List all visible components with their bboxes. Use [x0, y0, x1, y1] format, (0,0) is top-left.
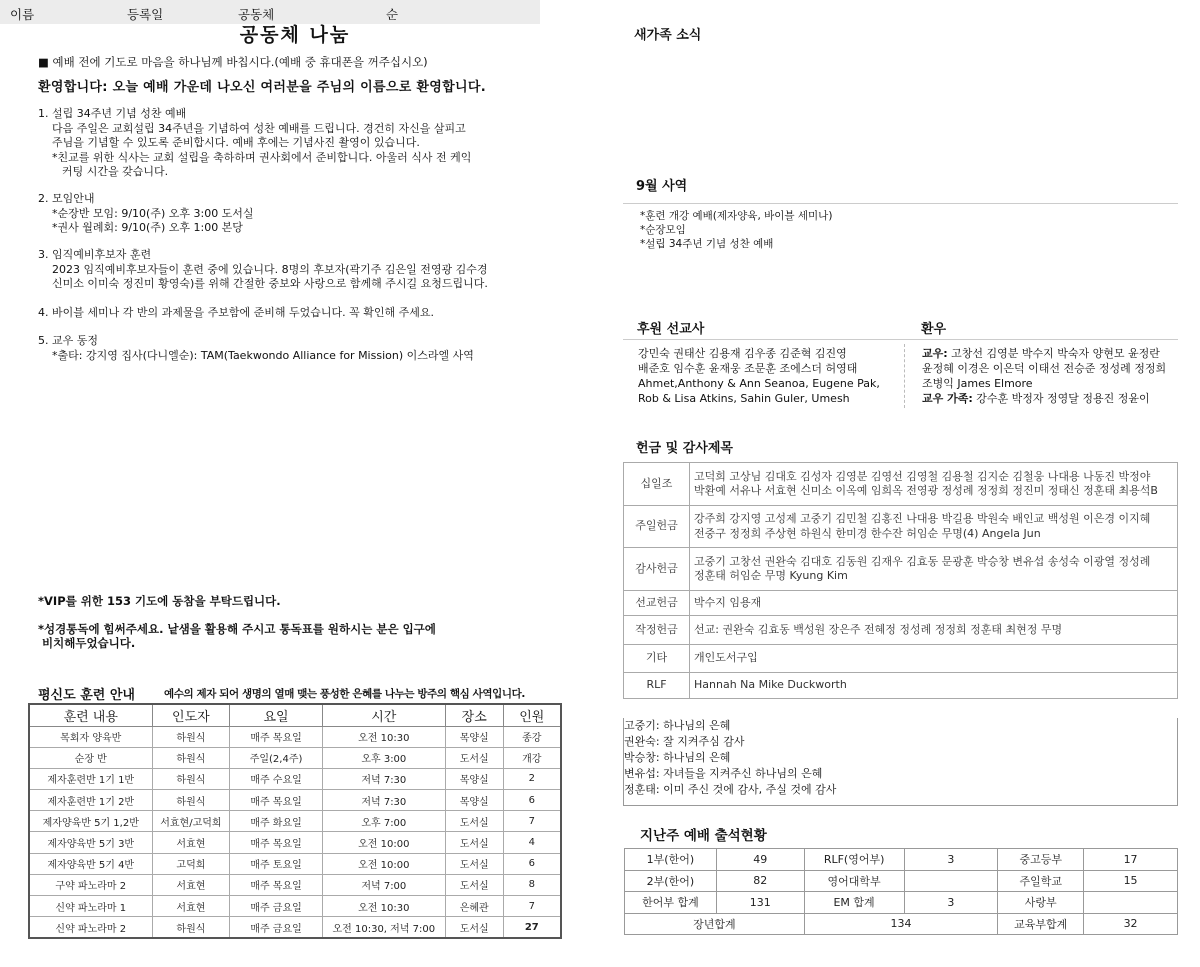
vip-prayer-note: *VIP를 위한 153 기도에 동참을 부탁드립니다. — [38, 594, 281, 608]
table-cell: RLF(영어부) — [804, 849, 904, 871]
missionaries-title: 후원 선교사 — [637, 322, 705, 337]
offering-label: 주일헌금 — [624, 506, 690, 548]
table-cell: 4 — [503, 832, 561, 853]
table-cell: 7 — [503, 896, 561, 917]
announcement-heading: 4. 바이블 세미나 각 반의 과제물을 주보함에 준비해 두었습니다. 꼭 확인해 주세요. — [38, 306, 434, 319]
announcement-officer-training — [38, 248, 488, 292]
table-row — [625, 870, 1178, 892]
table-cell: 목양실 — [445, 726, 503, 747]
table-cell: 고덕희 — [152, 853, 230, 874]
note-item: 정훈태: 이미 주신 것에 감사, 주실 것에 감사 — [624, 783, 837, 796]
table-cell: 매주 화요일 — [230, 811, 323, 832]
table-row-total — [625, 913, 1178, 935]
table-row — [29, 768, 561, 789]
table-cell: 주일(2,4주) — [230, 747, 323, 768]
table-cell: 개강 — [503, 747, 561, 768]
table-row — [624, 506, 1178, 548]
table-cell: 서효현 — [152, 832, 230, 853]
table-row — [624, 591, 1178, 616]
announcement-meetings — [38, 192, 254, 236]
table-cell: 매주 목요일 — [230, 790, 323, 811]
note-item: 변유섭: 자녀들을 지켜주신 하나님의 은혜 — [624, 767, 823, 780]
table-cell: 6 — [503, 790, 561, 811]
table-row — [625, 849, 1178, 871]
table-cell: 제자훈련반 1기 1반 — [29, 768, 152, 789]
divider — [623, 339, 1178, 340]
table-cell: 하원식 — [152, 768, 230, 789]
offering-label: 감사헌금 — [624, 548, 690, 591]
announcement-heading: 1. 설립 34주년 기념 성찬 예배 — [38, 107, 187, 120]
attendance-title: 지난주 예배 출석현황 — [640, 828, 767, 844]
table-cell: 6 — [503, 853, 561, 874]
table-cell: 27 — [503, 917, 561, 938]
table-cell: 1부(한어) — [625, 849, 717, 871]
table-cell: 오후 7:00 — [322, 811, 445, 832]
offering-names: 강주희 강지영 고성제 고중기 김민철 김홍진 나대용 박길용 박원숙 배인교 백성원 이은경 이지혜 전중구 정정희 주상현 하원식 한미경 한수잔 허임순 무명(4) Angela Jun — [690, 506, 1178, 548]
table-row — [29, 853, 561, 874]
table-cell: 도서실 — [445, 832, 503, 853]
training-title: 평신도 훈련 안내 — [38, 688, 135, 703]
table-cell — [904, 870, 998, 892]
table-row — [29, 874, 561, 895]
table-header-row — [29, 704, 561, 726]
table-cell: 49 — [716, 849, 804, 871]
announcement-heading: 3. 임직예비후보자 훈련 — [38, 248, 152, 261]
table-cell: 제자양육반 5기 1,2반 — [29, 811, 152, 832]
page-title: 공동체 나눔 — [239, 24, 351, 46]
worship-notice: ■ 예배 전에 기도로 마음을 하나님께 바칩시다.(예배 중 휴대폰을 꺼주십시오) — [38, 55, 428, 69]
announcement-line: *순장반 모임: 9/10(주) 오후 3:00 도서실 — [52, 206, 254, 220]
table-row — [624, 548, 1178, 591]
table-cell: 15 — [1084, 870, 1178, 892]
table-cell: 도서실 — [445, 853, 503, 874]
column-header: 순 — [386, 7, 399, 22]
table-row — [624, 673, 1178, 699]
table-cell: 매주 토요일 — [230, 853, 323, 874]
table-cell: 도서실 — [445, 747, 503, 768]
offering-table — [623, 462, 1178, 699]
table-row — [29, 811, 561, 832]
announcement-line: 신미소 이미숙 정진미 황영숙)를 위해 간절한 중보와 사랑으로 함께해 주시길 요청드립니다. — [52, 277, 488, 290]
table-cell: 사랑부 — [998, 892, 1084, 914]
offering-label: 십일조 — [624, 463, 690, 506]
table-cell: 목양실 — [445, 790, 503, 811]
note-item: 박승창: 하나님의 은혜 — [624, 751, 731, 764]
table-row — [624, 645, 1178, 673]
offering-names: Hannah Na Mike Duckworth — [690, 673, 1178, 699]
sick-title: 환우 — [921, 322, 947, 337]
column-header: 장소 — [445, 704, 503, 726]
announcement-line: *친교를 위한 식사는 교회 설립을 축하하며 권사회에서 준비합니다. 아울러 식사 전 케익 — [52, 150, 472, 164]
offering-label: RLF — [624, 673, 690, 699]
table-cell: 저녁 7:00 — [322, 874, 445, 895]
table-cell: 제자훈련반 1기 2반 — [29, 790, 152, 811]
table-cell: 하원식 — [152, 917, 230, 938]
table-row — [29, 726, 561, 747]
table-cell: 목회자 양육반 — [29, 726, 152, 747]
table-cell: 오전 10:30, 저녁 7:00 — [322, 917, 445, 938]
announcement-heading: 2. 모임안내 — [38, 192, 95, 205]
offering-names: 박수지 임용재 — [690, 591, 1178, 616]
announcement-heading: 5. 교우 동정 — [38, 334, 98, 347]
announcement-bible-seminar — [38, 306, 434, 321]
table-cell: 3 — [904, 849, 998, 871]
table-cell: 매주 목요일 — [230, 832, 323, 853]
table-cell: 순장 반 — [29, 747, 152, 768]
column-header: 인원 — [503, 704, 561, 726]
table-cell: 구약 파노라마 2 — [29, 874, 152, 895]
table-cell: 매주 금요일 — [230, 917, 323, 938]
table-cell: 도서실 — [445, 811, 503, 832]
table-cell: 도서실 — [445, 917, 503, 938]
table-cell: 오전 10:30 — [322, 896, 445, 917]
table-cell: 하원식 — [152, 747, 230, 768]
bible-reading-note: *성경통독에 힘써주세요. 낱샘을 활용해 주시고 통독표를 원하시는 분은 입구에 비치해두었습니다. — [38, 622, 436, 650]
column-header: 인도자 — [152, 704, 230, 726]
table-cell: 서효현 — [152, 896, 230, 917]
training-subtitle: 예수의 제자 되어 생명의 열매 맺는 풍성한 은혜를 나누는 방주의 핵심 사역입니다. — [164, 688, 525, 700]
table-cell: 주일학교 — [998, 870, 1084, 892]
table-cell: 신약 파노라마 1 — [29, 896, 152, 917]
table-row — [29, 832, 561, 853]
table-cell: 하원식 — [152, 726, 230, 747]
announcement-line: 다음 주일은 교회설립 34주년을 기념하여 성찬 예배를 드립니다. 경건히 자신을 살피고 — [52, 121, 466, 135]
sick-list: 교우: 고창선 김영분 박수지 박숙자 양현모 윤정란 윤정혜 이경은 이은덕 이태선 전승준 정성례 정정희 조병익 James Elmore 교우 가족: 강수훈 박정자 정영달 정용진 정윤이 — [922, 347, 1167, 405]
divider — [623, 203, 1178, 204]
column-header: 공동체 — [238, 7, 275, 22]
table-row — [29, 747, 561, 768]
table-cell: 매주 목요일 — [230, 726, 323, 747]
table-cell: 3 — [904, 892, 998, 914]
table-cell: 매주 목요일 — [230, 874, 323, 895]
table-cell: EM 합계 — [804, 892, 904, 914]
september-list — [640, 209, 832, 251]
table-row — [29, 790, 561, 811]
column-header: 훈련 내용 — [29, 704, 152, 726]
table-cell: 제자양육반 5기 4반 — [29, 853, 152, 874]
list-item: *설립 34주년 기념 성찬 예배 — [640, 238, 774, 250]
offering-names: 개인도서구입 — [690, 645, 1178, 673]
table-row — [625, 892, 1178, 914]
table-cell: 종강 — [503, 726, 561, 747]
column-header: 시간 — [322, 704, 445, 726]
column-header: 등록일 — [127, 7, 164, 22]
attendance-table — [624, 848, 1178, 935]
list-item: *순장모임 — [640, 224, 686, 236]
table-cell: 131 — [716, 892, 804, 914]
table-cell: 장년합계 — [625, 913, 805, 935]
table-cell: 저녁 7:30 — [322, 790, 445, 811]
table-cell: 도서실 — [445, 874, 503, 895]
table-cell: 오전 10:30 — [322, 726, 445, 747]
table-cell: 7 — [503, 811, 561, 832]
table-cell: 오후 3:00 — [322, 747, 445, 768]
table-cell: 매주 금요일 — [230, 896, 323, 917]
offering-label: 선교헌금 — [624, 591, 690, 616]
table-cell: 오전 10:00 — [322, 832, 445, 853]
table-cell: 오전 10:00 — [322, 853, 445, 874]
september-title: 9월 사역 — [636, 179, 688, 194]
table-cell: 2부(한어) — [625, 870, 717, 892]
table-cell: 82 — [716, 870, 804, 892]
offering-title: 헌금 및 감사제목 — [636, 441, 733, 456]
new-family-title: 새가족 소식 — [634, 28, 702, 43]
table-row — [624, 463, 1178, 506]
offering-names: 고중기 고창선 권완숙 김대호 김동원 김재우 김효동 문광훈 박승창 변유섭 송성숙 이광열 정성례 정훈태 허임순 무명 Kyung Kim — [690, 548, 1178, 591]
announcement-line: 커팅 시간을 갖습니다. — [62, 165, 169, 178]
offering-names: 선교: 권완숙 김효동 백성원 장은주 전혜정 정성례 정정희 정훈태 최현정 무명 — [690, 616, 1178, 645]
table-cell: 8 — [503, 874, 561, 895]
table-cell: 교육부합계 — [998, 913, 1084, 935]
table-row — [29, 917, 561, 938]
note-item: 고중기: 하나님의 은혜 — [624, 719, 731, 732]
table-cell: 17 — [1084, 849, 1178, 871]
announcement-line: 주님을 기념할 수 있도록 준비합시다. 예배 후에는 기념사진 촬영이 있습니다. — [52, 136, 420, 149]
table-cell: 저녁 7:30 — [322, 768, 445, 789]
divider — [904, 344, 905, 408]
table-row — [624, 616, 1178, 645]
table-cell: 32 — [1084, 913, 1178, 935]
welcome-message: 환영합니다: 오늘 예배 가운데 나오신 여러분을 주님의 이름으로 환영합니다. — [38, 80, 486, 95]
list-item: *훈련 개강 예배(제자양육, 바이블 세미나) — [640, 210, 833, 222]
table-cell: 134 — [804, 913, 998, 935]
announcement-line: 2023 임직예비후보자들이 훈련 중에 있습니다. 8명의 후보자(곽기주 김은일 전영광 김수경 — [52, 262, 488, 276]
table-cell: 한어부 합계 — [625, 892, 717, 914]
thanks-notes — [623, 718, 1178, 806]
missionaries-list: 강민숙 권태산 김용재 김우종 김준혁 김진영 배준호 임수훈 윤재웅 조문훈 조에스더 허영태 Ahmet,Anthony & Ann Seanoa, Eugene Pak, Rob & Lisa Atkins, Sahin Guler, Umesh — [638, 347, 880, 405]
column-header: 요일 — [230, 704, 323, 726]
table-cell: 제자양육반 5기 3반 — [29, 832, 152, 853]
offering-label: 기타 — [624, 645, 690, 673]
table-cell: 하원식 — [152, 790, 230, 811]
table-cell: 신약 파노라마 2 — [29, 917, 152, 938]
offering-label: 작정헌금 — [624, 616, 690, 645]
training-table — [28, 703, 562, 939]
note-item: 권완숙: 잘 지켜주심 감사 — [624, 735, 745, 748]
announcement-line: *권사 월례회: 9/10(주) 오후 1:00 본당 — [52, 221, 243, 234]
table-cell: 2 — [503, 768, 561, 789]
table-cell: 서효현 — [152, 874, 230, 895]
announcement-member-news — [38, 334, 474, 363]
table-cell: 서효현/고덕희 — [152, 811, 230, 832]
table-cell: 중고등부 — [998, 849, 1084, 871]
column-header: 이름 — [10, 7, 35, 22]
offering-names: 고덕희 고상님 김대호 김성자 김영분 김영선 김영철 김용철 김지순 김철웅 나대용 나동진 박정야 박환예 서유나 서효현 신미소 이옥예 임희옥 전영광 정성례 정정희 정진미 정태신 정훈태 최용석B — [690, 463, 1178, 506]
announcement-line: *출타: 강지영 집사(다니엘순): TAM(Taekwondo Alliance for Mission) 이스라엘 사역 — [52, 348, 474, 362]
table-cell: 목양실 — [445, 768, 503, 789]
table-cell: 매주 수요일 — [230, 768, 323, 789]
announcement-anniversary — [38, 107, 471, 180]
table-cell: 은혜관 — [445, 896, 503, 917]
table-cell: 영어대학부 — [804, 870, 904, 892]
table-row — [29, 896, 561, 917]
table-cell — [1084, 892, 1178, 914]
